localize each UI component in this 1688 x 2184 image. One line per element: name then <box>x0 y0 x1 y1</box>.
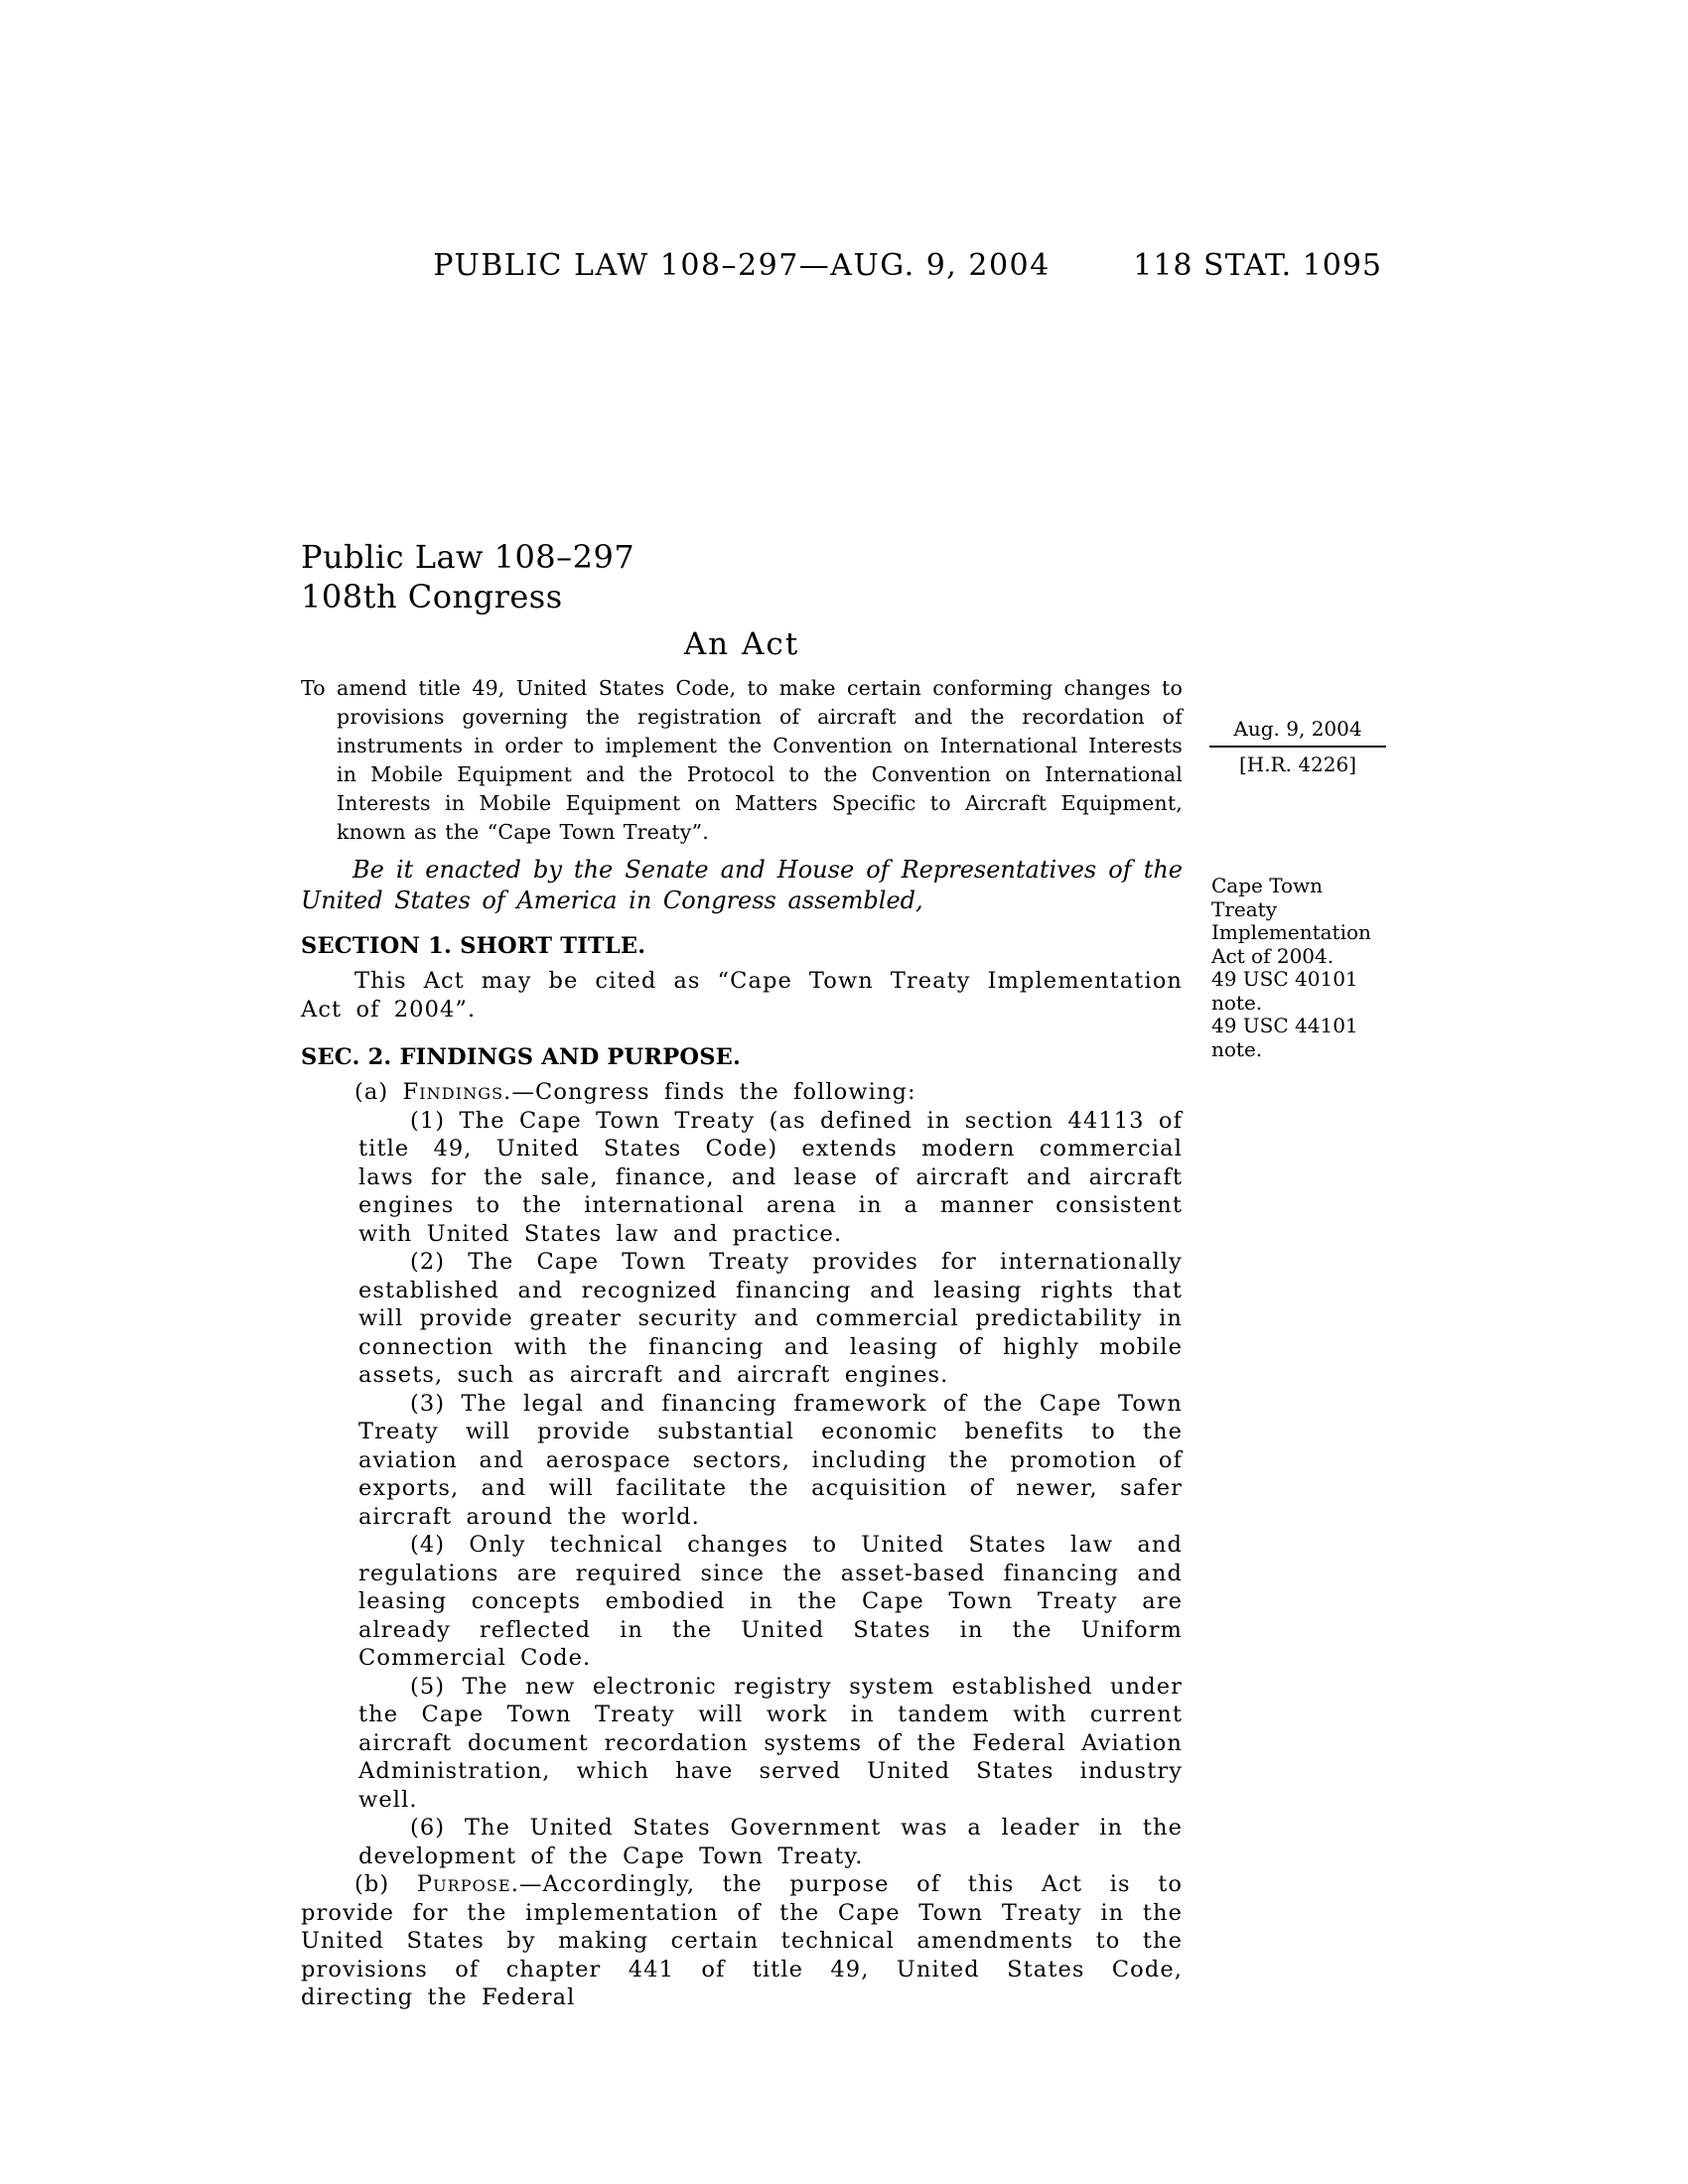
margin-note-line: Implementation <box>1211 920 1371 944</box>
margin-note-line: Treaty <box>1211 896 1277 921</box>
finding-item-2: (2) The Cape Town Treaty provides for internationally established and recognized financing and leasing rights that will provide greater security and commercial predictability in connection with the financing and leasing of highly mobile assets, such as aircraft and aircraft engines. <box>358 1249 1183 1388</box>
finding-item-3: (3) The legal and financing framework of the Cape Town Treaty will provide substantial economic benefits to the aviation and aerospace sectors, including the promotion of exports, and will facilitate the acquisition of newer, safer aircraft around the world. <box>358 1390 1183 1530</box>
margin-note-line: 49 USC 44101 <box>1211 1014 1358 1037</box>
subsection-b-prefix: (b) <box>354 1871 417 1897</box>
section1-text: This Act may be cited as “Cape Town Treaty Implementation Act of 2004”. <box>301 968 1183 1023</box>
running-header-stat-line: 118 STAT. 1095 <box>1133 248 1382 283</box>
subsection-a <box>301 1078 1183 1107</box>
margin-note-line: 49 USC 40101 <box>1211 967 1358 991</box>
margin-note-line: Act of 2004. <box>1211 943 1335 968</box>
subsection-a-text: .—Congress finds the following: <box>503 1079 916 1105</box>
section2-heading: SEC. 2. FINDINGS AND PURPOSE. <box>301 1044 742 1070</box>
act-heading: An Act <box>683 626 800 662</box>
margin-note-line: note. <box>1211 990 1263 1015</box>
margin-note-bill-number: [H.R. 4226] <box>1238 752 1357 776</box>
finding-item-1: (1) The Cape Town Treaty (as defined in section 44113 of title 49, United States Code) extends modern commercial laws for the sale, finance, and lease of aircraft and aircraft engines to the international arena in a manner consistent with United States law and practice. <box>358 1107 1183 1247</box>
margin-note-short-title <box>1211 875 1390 1061</box>
subsection-a-label: Findings <box>402 1079 504 1105</box>
finding-item-4: (4) Only technical changes to United States law and regulations are required since the asset-based financing and leasing concepts embodied in the Cape Town Treaty are already reflected in the United States in the Uniform Commercial Code. <box>358 1532 1183 1671</box>
enacting-clause: Be it enacted by the Senate and House of Representatives of the United States of America in Congress assembled, <box>301 856 1183 914</box>
finding-item-6: (6) The United States Government was a leader in the development of the Cape Town Treaty. <box>358 1815 1183 1869</box>
subsection-b-label: Purpose <box>416 1871 511 1897</box>
congress-line: 108th Congress <box>301 578 563 615</box>
subsection-b-text: .—Accordingly, the purpose of this Act is to provide for the implementation of the Cape Town Treaty in the United States by making certain technical amendments to the provisions of chapter 441 of title 49, United States Code, directing the Federal <box>301 1871 1183 2010</box>
preamble-text: To amend title 49, United States Code, to make certain conforming changes to provisions governing the registration of aircraft and the recordation of instruments in order to implement the Convention on International Interests in Mobile Equipment and the Protocol to the Convention on International Interests in Mobile Equipment on Matters Specific to Aircraft Equipment, known as the “Cape Town Treaty”. <box>301 676 1183 844</box>
section1-heading: SECTION 1. SHORT TITLE. <box>301 933 646 959</box>
finding-item-5: (5) The new electronic registry system established under the Cape Town Treaty will work in tandem with current aircraft document recordation systems of the Federal Aviation Administration, which have served United States industry well. <box>358 1673 1183 1813</box>
margin-note-date-block <box>1209 717 1386 776</box>
subsection-a-prefix: (a) <box>354 1079 403 1105</box>
law-number-title: Public Law 108–297 <box>301 538 635 576</box>
margin-note-line: note. <box>1211 1036 1263 1061</box>
running-header-law-line: PUBLIC LAW 108–297—AUG. 9, 2004 <box>433 248 1051 283</box>
subsection-b <box>301 1870 1183 2012</box>
margin-note-line: Cape Town <box>1211 874 1324 897</box>
main-text-column <box>301 537 1183 2012</box>
margin-note-date: Aug. 9, 2004 <box>1233 717 1362 741</box>
